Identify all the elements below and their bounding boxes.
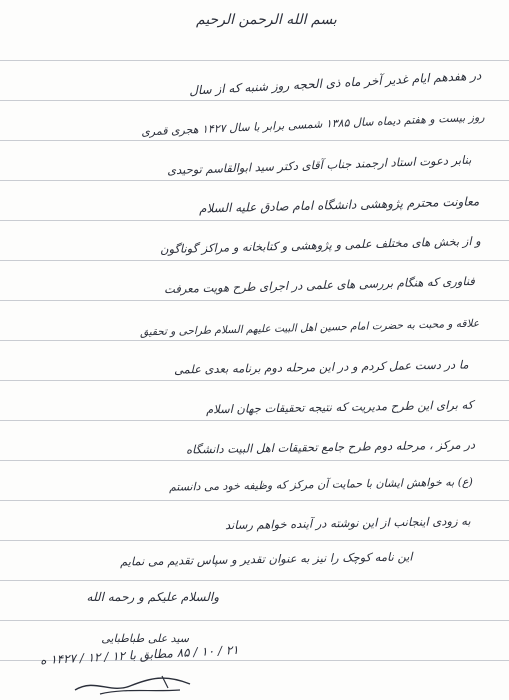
ruled-line: [0, 100, 509, 101]
ruled-line: [0, 380, 509, 381]
ruled-line: [0, 180, 509, 181]
letter-line: در هفدهم ایام غدیر آخر ماه ذی الحجه روز شنبه که از سال: [188, 68, 482, 98]
date-line: ۲۱ / ۱۰ / ۸۵ مطابق با ۱۲ / ۱۲ / ۱۴۲۷ ه: [39, 642, 239, 668]
letter-line: فناوری که هنگام بررسی های علمی در اجرای طرح هویت معرفت: [164, 273, 476, 297]
ruled-line: [0, 420, 509, 421]
signature-flourish: [70, 668, 200, 698]
ruled-line: [0, 620, 509, 621]
letter-line: روز بیست و هفتم دیماه سال ۱۳۸۵ شمسی برابر با سال ۱۴۲۷ هجری قمری: [141, 110, 486, 139]
letter-line: ما در دست عمل کردم و در این مرحله دوم برنامه بعدی علمی: [174, 357, 470, 377]
ruled-line: [0, 220, 509, 221]
closing-salutation: والسلام علیکم و رحمه الله: [86, 590, 219, 604]
letter-line: و از بخش های مختلف علمی و پژوهشی و کتابخانه و مراکز گوناگون: [160, 233, 482, 257]
ruled-line: [0, 540, 509, 541]
ruled-line: [0, 340, 509, 341]
letter-line: (ع) به خواهش ایشان با حمایت آن مرکز که وظیفه خود می دانستم: [169, 475, 474, 494]
ruled-line: [0, 460, 509, 461]
letter-line: معاونت محترم پژوهشی دانشگاه امام صادق علیه السلام: [198, 194, 480, 216]
letter-line: در مرکز ، مرحله دوم طرح جامع تحقیقات اهل البیت دانشگاه: [185, 437, 476, 457]
basmala-heading: بسم الله الرحمن الرحیم: [196, 12, 337, 28]
ruled-line: [0, 140, 509, 141]
ruled-line: [0, 60, 509, 61]
letter-line: که برای این طرح مدیریت که نتیجه تحقیقات جهان اسلام: [205, 397, 474, 417]
letter-line: این نامه کوچک را نیز به عنوان تقدیر و سپاس تقدیم می نمایم: [120, 549, 414, 569]
ruled-line: [0, 580, 509, 581]
letter-line: بنابر دعوت استاد ارجمند جناب آقای دکتر سید ابوالقاسم توحیدی: [166, 152, 472, 178]
letter-line: به زودی اینجانب از این نوشته در آینده خواهم رساند: [225, 513, 472, 533]
ruled-line: [0, 300, 509, 301]
ruled-line: [0, 500, 509, 501]
letter-line: علاقه و محبت به حضرت امام حسین اهل البیت علیهم السلام طراحی و تحقیق: [139, 317, 480, 339]
signature-name: سید علی طباطبایی: [101, 632, 189, 645]
ruled-line: [0, 260, 509, 261]
